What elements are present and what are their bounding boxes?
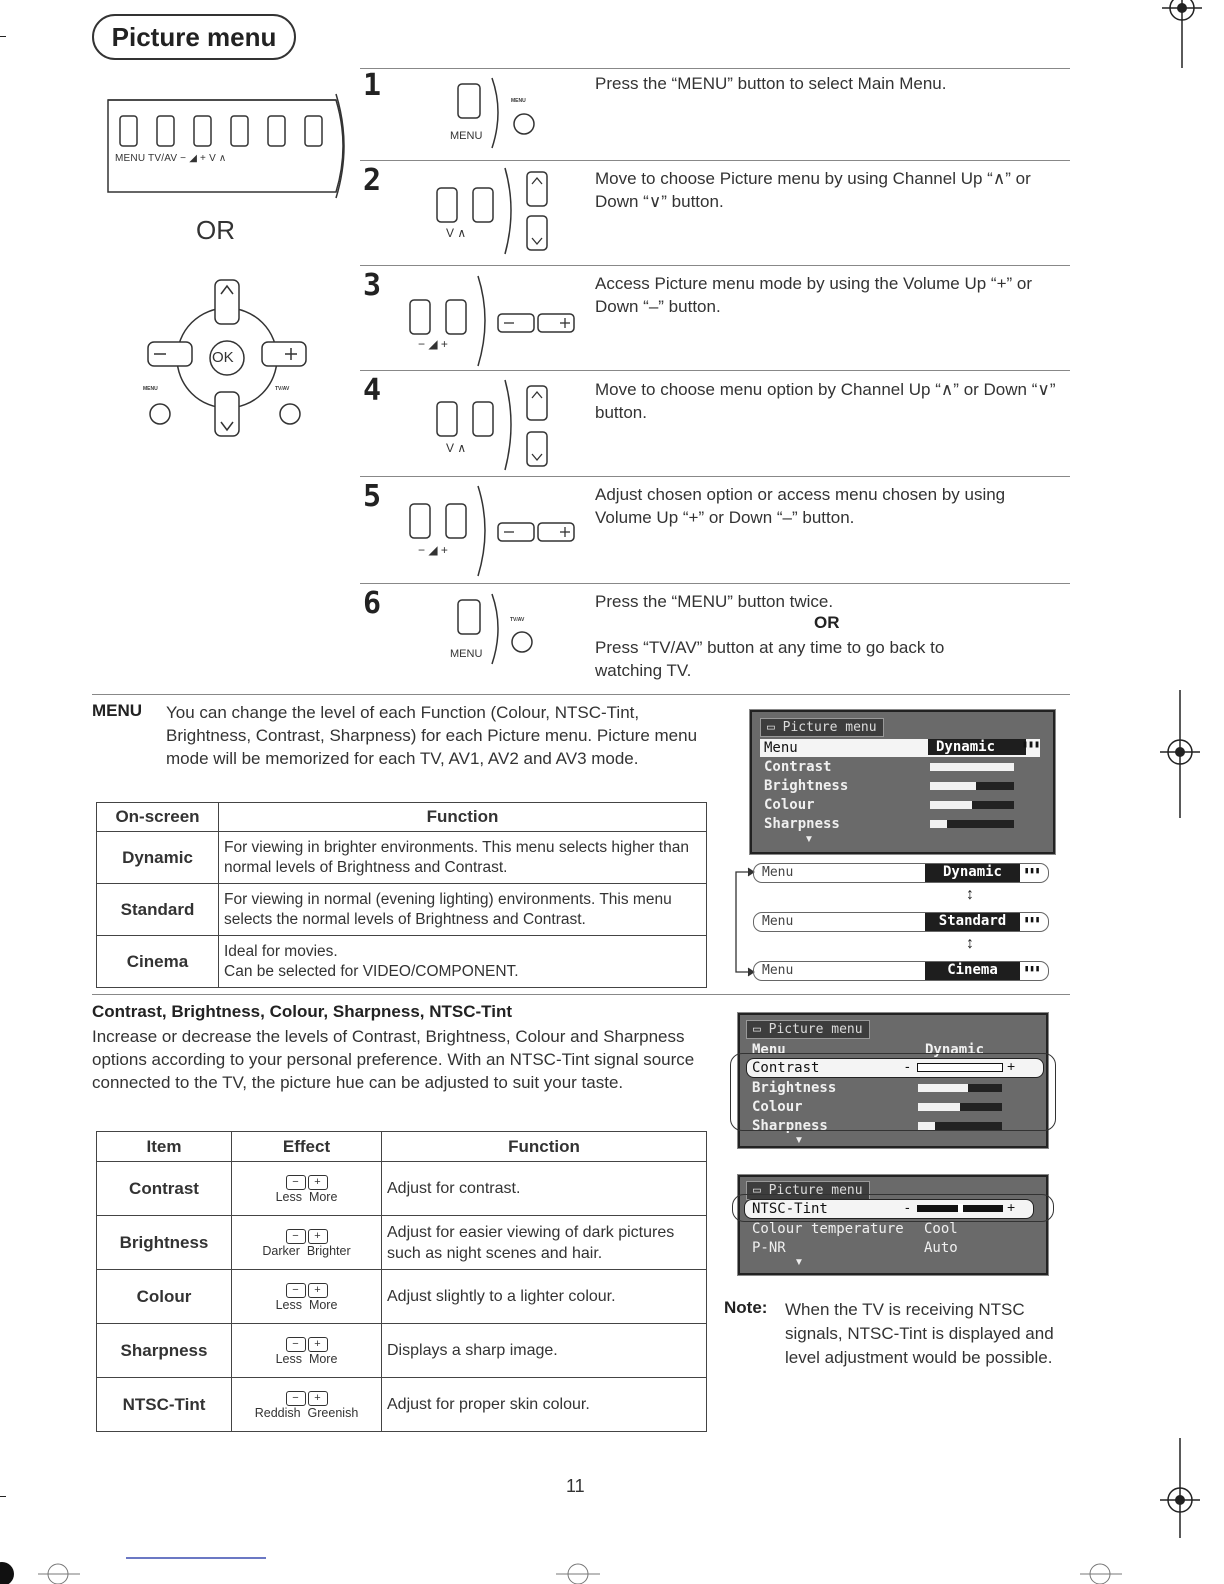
table-row	[97, 884, 707, 936]
plus-button-icon: +	[308, 1229, 328, 1244]
osd-row-label: Contrast	[752, 1060, 820, 1076]
table-header: Function	[219, 803, 707, 832]
step-number: 5	[363, 479, 382, 514]
more-down-arrow-icon: ▼	[794, 1257, 804, 1268]
osd-minus: -	[905, 1058, 910, 1074]
step-label-menu: MENU	[450, 648, 483, 660]
step-text: Press the “MENU” button to select Main Menu.	[595, 74, 947, 93]
row-name: Standard	[97, 884, 219, 936]
row-function-line: Ideal for movies.	[224, 942, 338, 960]
volume-buttons-illustration	[400, 270, 585, 370]
row-effect	[232, 1270, 382, 1324]
option-label: Menu	[762, 914, 794, 929]
osd-level-bar	[930, 801, 1014, 809]
updown-arrow-icon: ↕	[966, 886, 974, 903]
highlight-bracket	[732, 1194, 1054, 1222]
bottom-crop-marks-icon	[0, 1540, 1224, 1584]
table-row	[97, 1162, 707, 1216]
step-divider	[360, 265, 1070, 266]
step-number: 1	[363, 68, 382, 103]
osd-level-fill	[930, 763, 1014, 771]
updown-arrow-icon: ↕	[966, 935, 974, 952]
osd-row-label: Colour	[764, 797, 815, 813]
row-function	[219, 936, 707, 988]
step-label-chan: V ∧	[446, 226, 467, 240]
plus-button-icon: +	[308, 1391, 328, 1406]
osd-row-value: Cool	[924, 1221, 958, 1237]
remote-tvav-label: TV/AV	[275, 386, 290, 392]
effect-labels	[232, 1298, 381, 1312]
step-or: OR	[814, 613, 840, 632]
osd-row-label: NTSC-Tint	[752, 1201, 828, 1217]
effect-less: Less	[275, 1190, 302, 1204]
row-function: Adjust slightly to a lighter colour.	[382, 1270, 707, 1324]
step-label-vol: − ◢ +	[418, 337, 448, 351]
section-divider	[92, 694, 1070, 695]
step-number: 2	[363, 163, 382, 198]
table-row	[97, 936, 707, 988]
step-number: 3	[363, 268, 382, 303]
table-row	[97, 832, 707, 884]
effect-less: Less	[275, 1352, 302, 1366]
section-divider	[92, 994, 1070, 995]
step-divider	[360, 68, 1070, 69]
osd-level-fill	[930, 782, 976, 790]
osd-title: ▭ Picture menu	[746, 1020, 870, 1039]
effect-less: Less	[275, 1298, 302, 1312]
osd-row-label: Sharpness	[764, 816, 840, 832]
step-text-a: Press the “MENU” button twice.	[595, 592, 834, 611]
channel-buttons-illustration	[425, 164, 565, 260]
osd-title: ▭ Picture menu	[746, 1181, 870, 1200]
page-title: Picture menu	[92, 14, 296, 60]
osd-arrows-icon: ▮▮▮	[1022, 739, 1041, 750]
step-label-small-tvav: TV/AV	[510, 617, 525, 623]
menu-description: You can change the level of each Function (Colour, NTSC-Tint, Brightness, Contrast, Sharpness) for each Picture menu. Picture menu mode will be memorized for each TV, AV1, AV2 and AV3 mode.	[166, 703, 698, 768]
left-crop-tick	[0, 1496, 6, 1497]
row-effect	[232, 1162, 382, 1216]
step-text: Move to choose menu option by Channel Up “∧” or Down “∨” button.	[595, 380, 1056, 422]
row-function-line: Can be selected for VIDEO/COMPONENT.	[224, 962, 519, 980]
osd-row-label: Sharpness	[752, 1118, 828, 1134]
note-text: When the TV is receiving NTSC signals, NTSC-Tint is displayed and level adjustment would be possible.	[785, 1300, 1054, 1367]
osd-row-label: Colour temperature	[752, 1221, 904, 1237]
channel-buttons-illustration	[425, 374, 565, 474]
effect-more: More	[308, 1352, 338, 1366]
effect-more: More	[308, 1298, 338, 1312]
effect-labels	[232, 1406, 381, 1420]
section2-description: Increase or decrease the levels of Contrast, Brightness, Colour and Sharpness options according to your personal preference. With an NTSC-Tint signal source connected to the TV, the picture hue can be adjusted to suit your taste.	[92, 1027, 695, 1092]
minus-plus-buttons	[232, 1283, 381, 1298]
plus-button-icon: +	[308, 1175, 328, 1190]
row-name: Cinema	[97, 936, 219, 988]
section2-heading: Contrast, Brightness, Colour, Sharpness, NTSC-Tint	[92, 1002, 513, 1021]
row-effect	[232, 1378, 382, 1432]
table-header: Function	[382, 1132, 707, 1162]
left-crop-tick	[0, 36, 6, 37]
option-arrows-icon: ▮▮▮	[1024, 915, 1041, 925]
option-value: Dynamic	[925, 864, 1020, 882]
row-function: Displays a sharp image.	[382, 1324, 707, 1378]
effect-labels	[232, 1190, 381, 1204]
osd-picture-menu	[750, 710, 1055, 854]
page-number: 11	[566, 1476, 585, 1496]
option-label: Menu	[762, 963, 794, 978]
highlight-bracket	[730, 1053, 1056, 1131]
step-label-vol: − ◢ +	[418, 543, 448, 557]
table-header: On-screen	[97, 803, 219, 832]
table-row	[97, 1216, 707, 1270]
note-heading: Note:	[724, 1298, 768, 1317]
step-text-b: Press “TV/AV” button at any time to go back to watching TV.	[595, 638, 945, 680]
osd-title: ▭ Picture menu	[760, 718, 884, 737]
volume-buttons-illustration	[400, 482, 585, 582]
table-row	[97, 1270, 707, 1324]
minus-plus-buttons	[232, 1337, 381, 1352]
osd-level-bar	[930, 820, 1014, 828]
effect-more: More	[308, 1190, 338, 1204]
row-function: For viewing in normal (evening lighting) environments. This menu selects the normal levels of Brightness and Contrast.	[219, 884, 707, 936]
option-arrows-icon: ▮▮▮	[1024, 866, 1041, 876]
option-arrows-icon: ▮▮▮	[1024, 964, 1041, 974]
or-label: OR	[196, 215, 235, 245]
effect-less: Reddish	[254, 1406, 301, 1420]
onscreen-table	[96, 802, 707, 988]
minus-plus-buttons	[232, 1175, 381, 1190]
step-divider	[360, 370, 1070, 371]
osd-row-label: Menu	[764, 740, 798, 756]
osd-row-label: Contrast	[764, 759, 832, 775]
plus-button-icon: +	[308, 1337, 328, 1352]
row-name: Colour	[97, 1270, 232, 1324]
row-name: Dynamic	[97, 832, 219, 884]
osd-minus: -	[905, 1199, 910, 1215]
row-name: Contrast	[97, 1162, 232, 1216]
ok-button-label: OK	[212, 349, 234, 366]
plus-button-icon: +	[308, 1283, 328, 1298]
tv-panel-illustration	[100, 80, 350, 205]
row-name: Sharpness	[97, 1324, 232, 1378]
table-row	[97, 1378, 707, 1432]
step-text: Access Picture menu mode by using the Volume Up “+” or Down “–” button.	[595, 274, 1033, 316]
registration-mark-mid-icon	[1158, 690, 1202, 820]
step-divider	[360, 583, 1070, 584]
osd-row-label: Colour	[752, 1099, 803, 1115]
osd-ntsc-tint-menu	[738, 1175, 1048, 1275]
table-header: Effect	[232, 1132, 382, 1162]
osd-title-text: Picture menu	[768, 1183, 863, 1198]
osd-row-label: P-NR	[752, 1240, 786, 1256]
effect-labels	[232, 1244, 381, 1258]
table-row	[97, 1324, 707, 1378]
step-label-small-menu: MENU	[511, 98, 526, 104]
minus-button-icon: −	[286, 1229, 306, 1244]
effect-less: Darker	[262, 1244, 300, 1258]
minus-button-icon: −	[286, 1391, 306, 1406]
osd-plus: +	[1007, 1058, 1016, 1074]
osd-level-fill	[930, 801, 972, 809]
osd-row-value: Dynamic	[928, 739, 1026, 755]
row-function: Adjust for contrast.	[382, 1162, 707, 1216]
effect-more: Greenish	[307, 1406, 359, 1420]
osd-plus: +	[1007, 1199, 1016, 1215]
osd-row-label: Brightness	[764, 778, 849, 794]
osd-level-bar	[930, 782, 1014, 790]
step-label-menu: MENU	[450, 130, 483, 142]
more-down-arrow-icon: ▼	[804, 834, 814, 845]
osd-row-label: Brightness	[752, 1080, 837, 1096]
step-label-chan: V ∧	[446, 441, 467, 455]
registration-mark-top-icon	[1160, 0, 1204, 70]
row-effect	[232, 1216, 382, 1270]
row-function: Adjust for proper skin colour.	[382, 1378, 707, 1432]
step-text: Adjust chosen option or access menu chosen by using Volume Up “+” or Down “–” button.	[595, 485, 1006, 527]
osd-title-text: Picture menu	[768, 1022, 863, 1037]
minus-button-icon: −	[286, 1283, 306, 1298]
table-header: Item	[97, 1132, 232, 1162]
minus-plus-buttons	[232, 1391, 381, 1406]
adjustment-table	[96, 1131, 707, 1432]
step-text: Move to choose Picture menu by using Channel Up “∧” or Down “∨” button.	[595, 169, 1031, 211]
minus-button-icon: −	[286, 1175, 306, 1190]
effect-labels	[232, 1352, 381, 1366]
row-name: Brightness	[97, 1216, 232, 1270]
remote-menu-label: MENU	[143, 386, 158, 392]
effect-more: Brighter	[306, 1244, 351, 1258]
option-label: Menu	[762, 865, 794, 880]
osd-level-fill	[930, 820, 947, 828]
option-value: Cinema	[925, 962, 1020, 980]
minus-button-icon: −	[286, 1337, 306, 1352]
row-function: For viewing in brighter environments. This menu selects higher than normal levels of Brightness and Contrast.	[219, 832, 707, 884]
menu-heading: MENU	[92, 701, 143, 720]
minus-plus-buttons	[232, 1229, 381, 1244]
more-down-arrow-icon: ▼	[794, 1135, 804, 1146]
osd-level-bar	[930, 763, 1014, 771]
step-number: 4	[363, 373, 382, 408]
row-name: NTSC-Tint	[97, 1378, 232, 1432]
osd-row-label: Menu	[752, 1042, 786, 1058]
row-function: Adjust for easier viewing of dark pictures such as night scenes and hair.	[382, 1216, 707, 1270]
osd-row-value: Auto	[924, 1240, 958, 1256]
tv-panel-labels: MENU TV/AV − ◢ + V ∧	[115, 153, 227, 164]
osd-title-text: Picture menu	[782, 720, 877, 735]
row-effect	[232, 1324, 382, 1378]
option-value: Standard	[925, 913, 1020, 931]
osd-row-value: Dynamic	[925, 1042, 985, 1058]
step-divider	[360, 160, 1070, 161]
step-number: 6	[363, 586, 382, 621]
step-divider	[360, 476, 1070, 477]
